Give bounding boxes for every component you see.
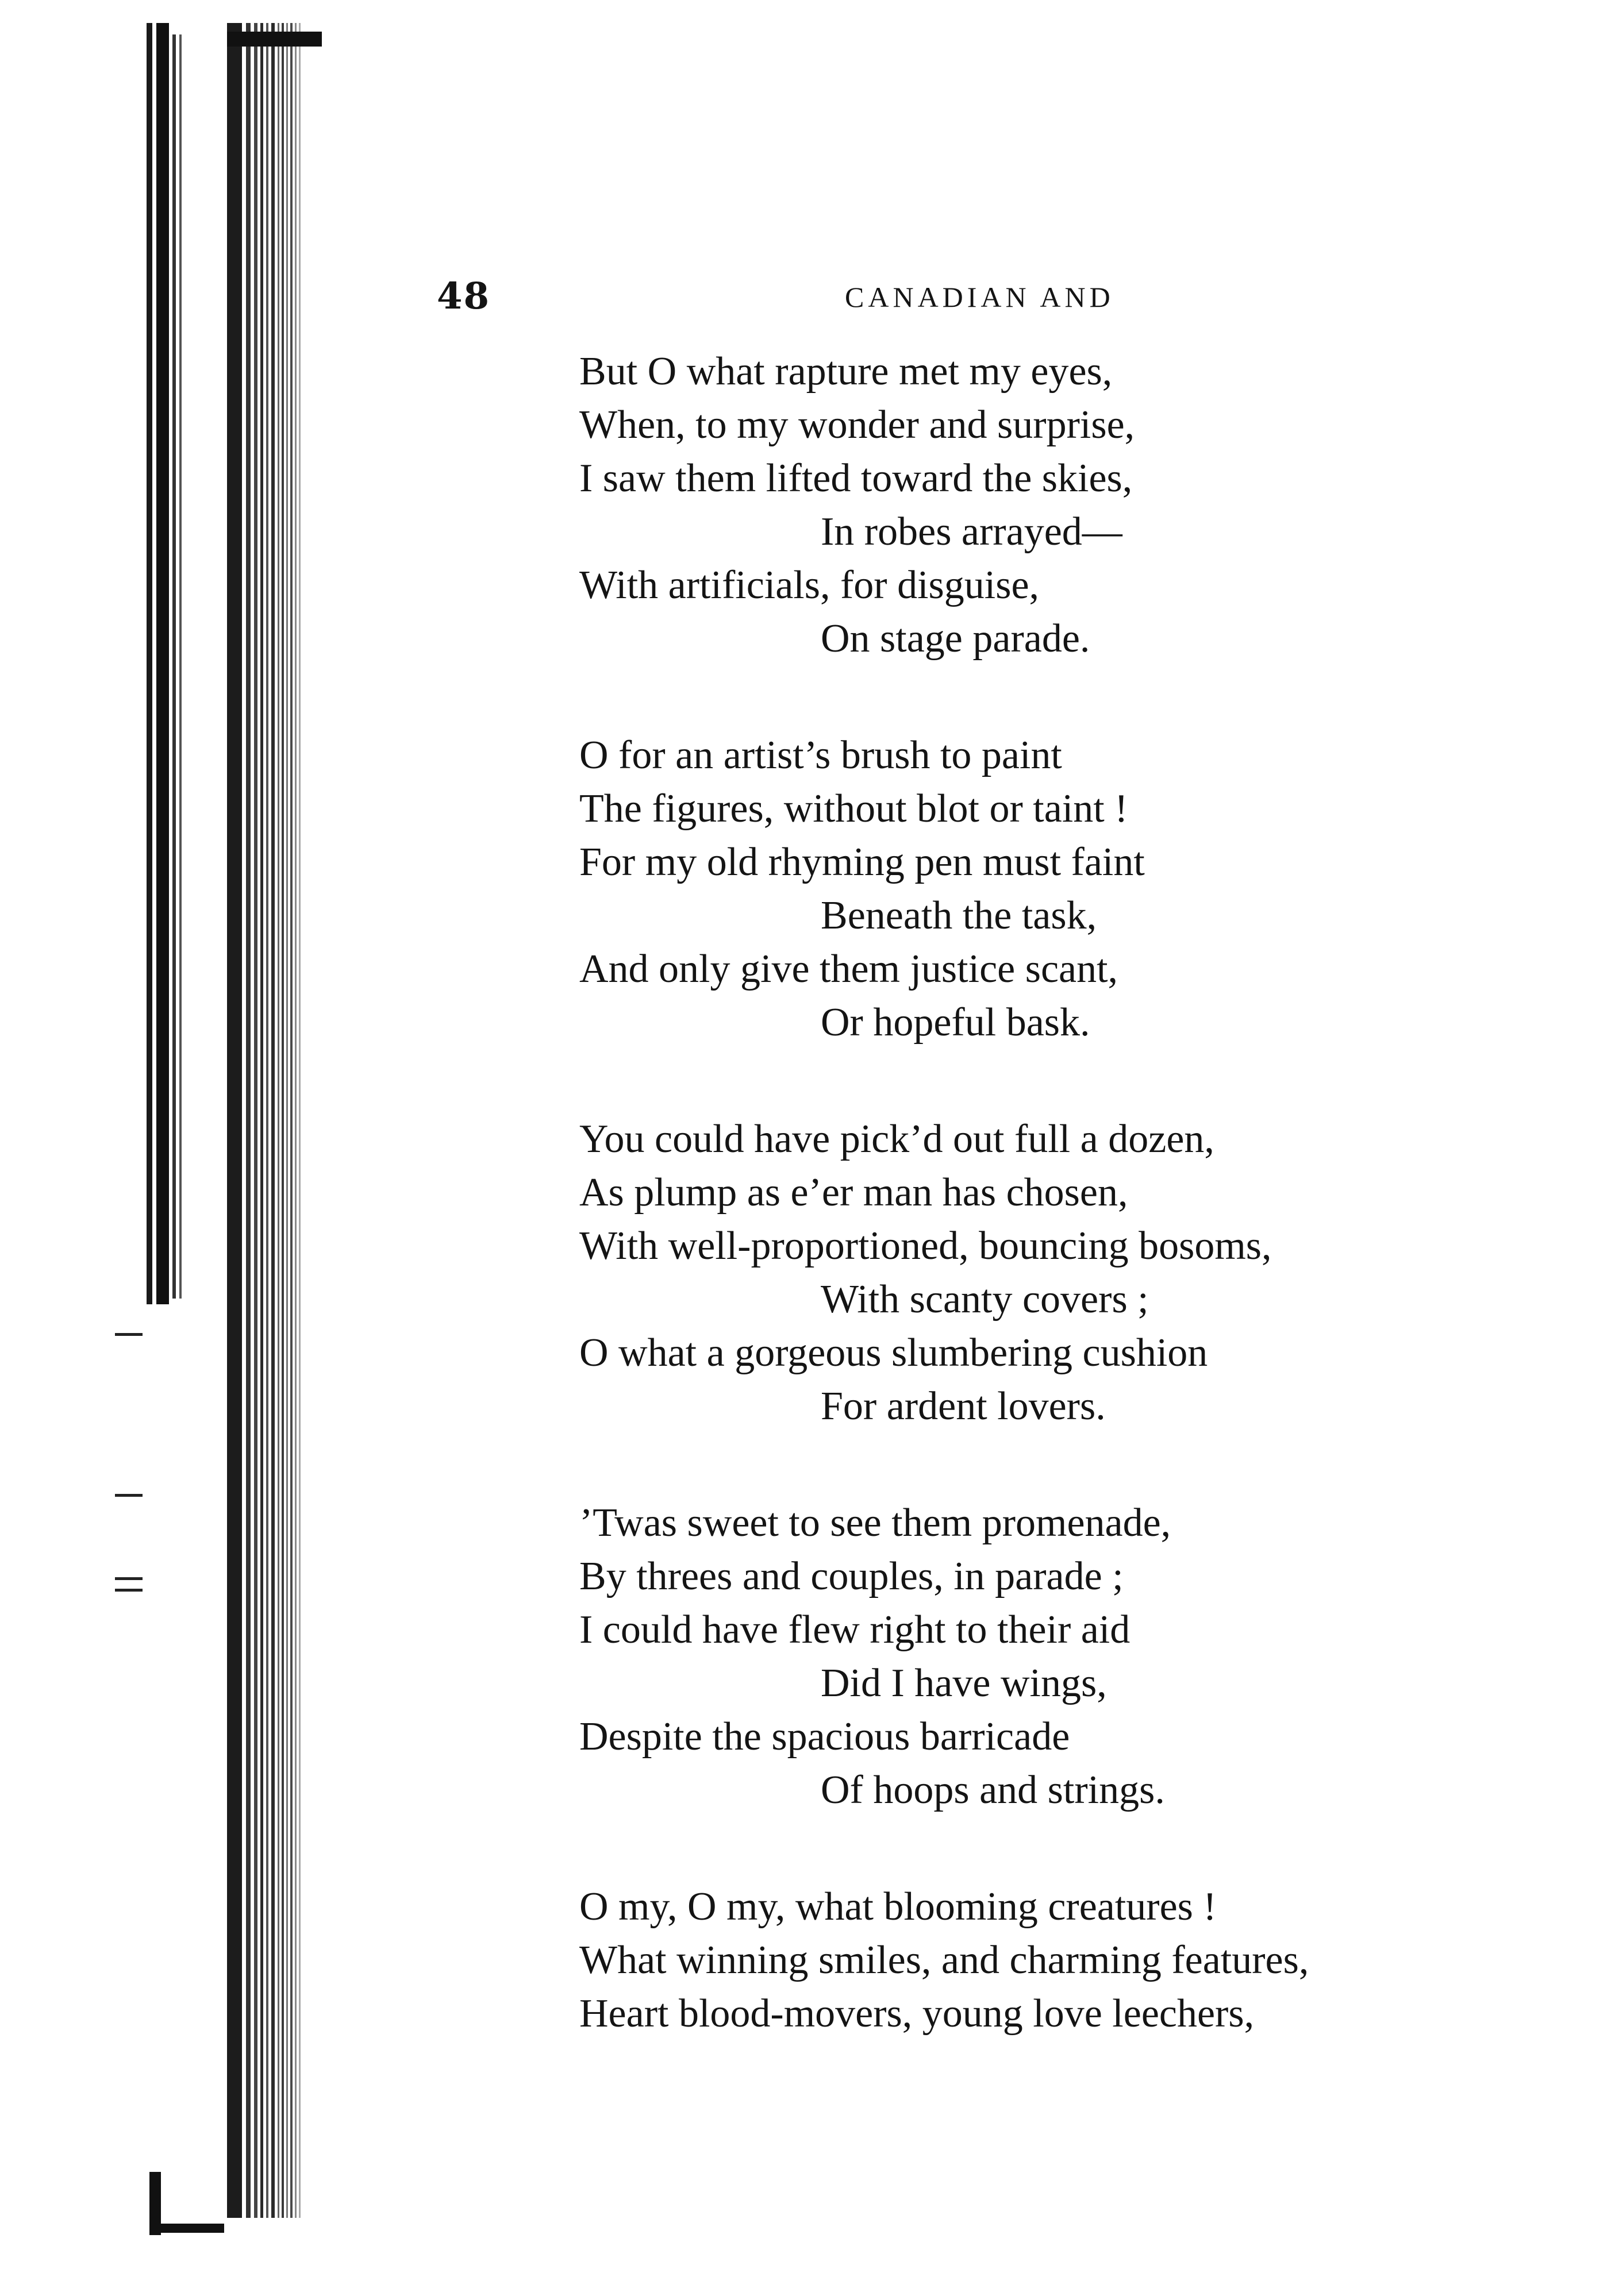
poem-line: Of hoops and strings. bbox=[821, 1768, 1165, 1812]
stanza-2 bbox=[579, 729, 1585, 1049]
page-number: 48 bbox=[437, 275, 491, 318]
poem-line: With scanty covers ; bbox=[821, 1277, 1149, 1322]
poem-line: O for an artist’s brush to paint bbox=[579, 733, 1062, 777]
running-head: CANADIAN AND bbox=[845, 281, 1114, 313]
poem-line: In robes arrayed— bbox=[821, 510, 1122, 554]
poem-line: But O what rapture met my eyes, bbox=[579, 349, 1113, 394]
poem-line: Or hopeful bask. bbox=[821, 1000, 1090, 1045]
page-header bbox=[437, 275, 1471, 321]
poem-line: For ardent lovers. bbox=[821, 1384, 1106, 1428]
poem-line: I saw them lifted toward the skies, bbox=[579, 456, 1133, 500]
poem-line: By threes and couples, in parade ; bbox=[579, 1554, 1124, 1598]
stanza-1 bbox=[579, 345, 1585, 665]
poem-line: O my, O my, what blooming creatures ! bbox=[579, 1885, 1217, 1929]
poem-line: Despite the spacious barricade bbox=[579, 1715, 1070, 1759]
poem-line: On stage parade. bbox=[821, 617, 1090, 661]
stanza-5 bbox=[579, 1880, 1585, 2040]
poem-line: What winning smiles, and charming features, bbox=[579, 1938, 1309, 1982]
stanza-3 bbox=[579, 1112, 1585, 1433]
poem-line: For my old rhyming pen must faint bbox=[579, 840, 1145, 884]
binding-edge bbox=[0, 0, 322, 2296]
poem-line: O what a gorgeous slumbering cushion bbox=[579, 1331, 1208, 1375]
poem-line: Did I have wings, bbox=[821, 1661, 1107, 1705]
poem-line: Beneath the task, bbox=[821, 893, 1097, 938]
poem-line: With artificials, for disguise, bbox=[579, 563, 1040, 607]
poem-line: ’Twas sweet to see them promenade, bbox=[579, 1501, 1171, 1545]
poem-line: As plump as e’er man has chosen, bbox=[579, 1170, 1128, 1215]
poem-line: And only give them justice scant, bbox=[579, 947, 1118, 991]
poem-line: I could have flew right to their aid bbox=[579, 1608, 1130, 1652]
poem-line: Heart blood-movers, young love leechers, bbox=[579, 1991, 1255, 2036]
poem-line: You could have pick’d out full a dozen, bbox=[579, 1117, 1214, 1161]
poem-line: When, to my wonder and surprise, bbox=[579, 403, 1135, 447]
poem-line: The figures, without blot or taint ! bbox=[579, 787, 1128, 831]
poem-body bbox=[579, 345, 1585, 2104]
stanza-4 bbox=[579, 1496, 1585, 1817]
poem-line: With well-proportioned, bouncing bosoms, bbox=[579, 1224, 1272, 1268]
